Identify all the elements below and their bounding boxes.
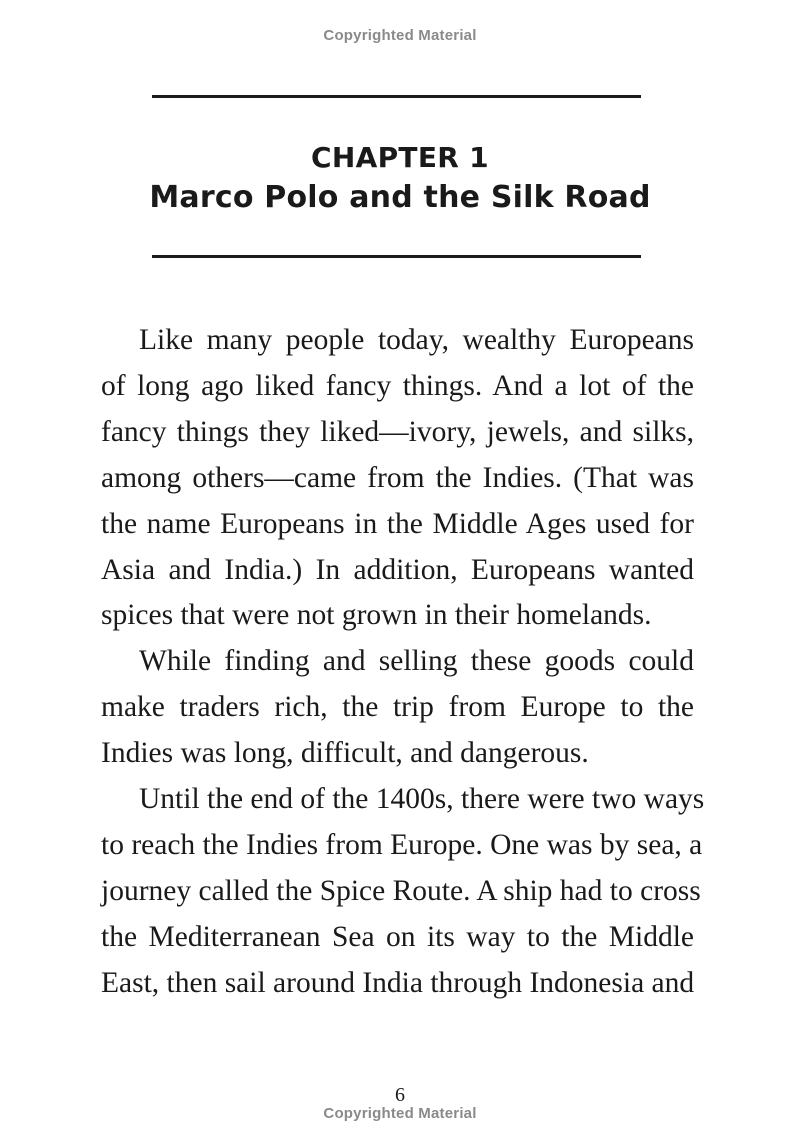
text-line: spices that were not grown in their homelands.	[101, 599, 652, 632]
body-text	[101, 318, 705, 1007]
text-line: make traders rich, the trip from Europe to the	[101, 691, 694, 724]
text-line: fancy things they liked—ivory, jewels, and silks,	[101, 415, 694, 448]
text-line: Until the end of the 1400s, there were two ways	[139, 783, 705, 816]
page-number: 6	[395, 1084, 405, 1106]
text-line: to reach the Indies from Europe. One was by sea, a	[101, 828, 703, 861]
text-line: the name Europeans in the Middle Ages used for	[101, 507, 694, 540]
paragraph-2	[101, 639, 694, 777]
chapter-rule-bottom	[152, 255, 641, 258]
text-line: East, then sail around India through Indonesia and	[101, 966, 695, 999]
text-line: the Mediterranean Sea on its way to the Middle	[101, 920, 694, 953]
paragraph-1	[101, 318, 694, 639]
paragraph-3	[101, 777, 705, 1007]
chapter-rule-top	[152, 95, 641, 98]
chapter-title: Marco Polo and the Silk Road	[149, 180, 651, 215]
text-line: Indies was long, difficult, and dangerous.	[101, 737, 589, 770]
text-line: among others—came from the Indies. (That was	[101, 461, 694, 494]
text-line: of long ago liked fancy things. And a lot of the	[101, 369, 694, 402]
copyright-watermark-bottom: Copyrighted Material	[323, 1105, 477, 1122]
copyright-watermark-top: Copyrighted Material	[323, 27, 477, 44]
text-line: journey called the Spice Route. A ship had to cross	[101, 874, 701, 907]
text-line: While finding and selling these goods could	[139, 645, 694, 678]
text-line: Like many people today, wealthy Europeans	[139, 324, 694, 356]
text-line: Asia and India.) In addition, Europeans wanted	[101, 553, 694, 586]
chapter-number: CHAPTER 1	[311, 141, 489, 174]
